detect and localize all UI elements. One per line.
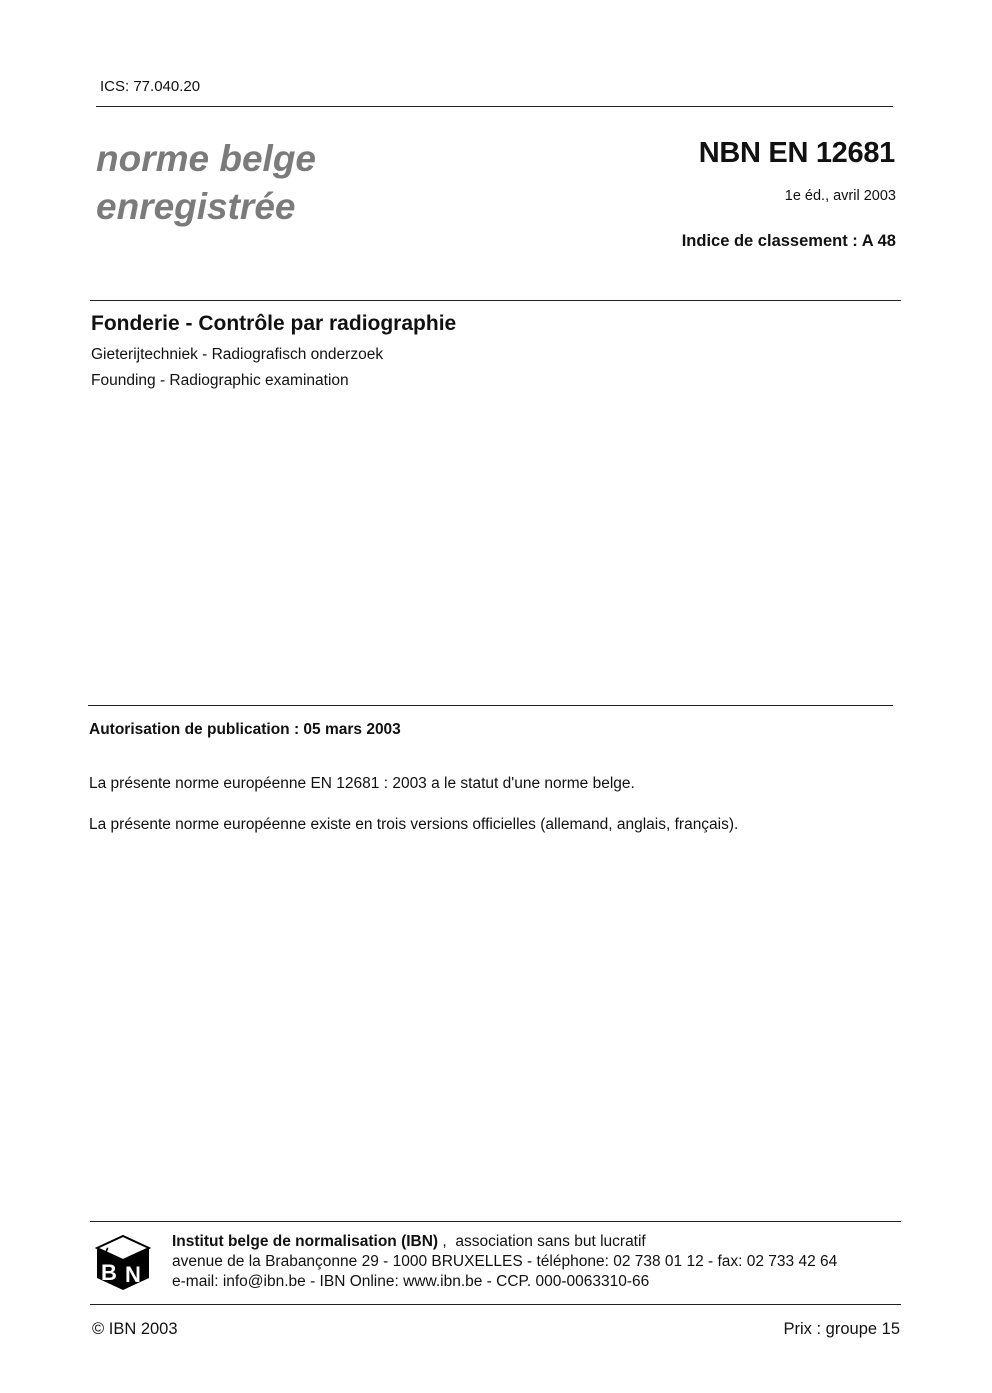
institute-name: Institut belge de normalisation (IBN)	[172, 1233, 439, 1250]
institute-name-line	[172, 1232, 837, 1252]
top-rule	[96, 106, 893, 107]
title-english: Founding - Radiographic examination	[91, 372, 349, 389]
institute-name-suffix: , association sans but lucratif	[438, 1233, 646, 1250]
edition-date: 1e éd., avril 2003	[784, 188, 896, 204]
norm-type-heading	[96, 135, 316, 231]
institute-block	[172, 1232, 837, 1292]
institute-rule	[90, 1221, 901, 1222]
title-french: Fonderie - Contrôle par radiographie	[91, 312, 457, 335]
price-group: Prix : groupe 15	[783, 1320, 900, 1338]
publication-rule	[88, 705, 893, 706]
publication-authorization: Autorisation de publication : 05 mars 2003	[89, 721, 401, 738]
institute-address: avenue de la Brabançonne 29 - 1000 BRUXELLES - téléphone: 02 738 01 12 - fax: 02 733 42 64	[172, 1253, 838, 1270]
norm-type-line2: enregistrée	[96, 186, 296, 227]
ics-code: ICS: 77.040.20	[100, 78, 201, 95]
copyright: © IBN 2003	[92, 1320, 178, 1338]
status-statement: La présente norme européenne EN 12681 : 2003 a le statut d'une norme belge.	[89, 775, 635, 792]
standard-code: NBN EN 12681	[698, 137, 895, 169]
title-dutch: Gieterijtechniek - Radiografisch onderzoek	[91, 346, 384, 363]
norm-type-line1: norme belge	[96, 138, 316, 179]
footer-rule	[90, 1304, 901, 1305]
classification-index: Indice de classement : A 48	[681, 232, 896, 250]
institute-contact: e-mail: info@ibn.be - IBN Online: www.ibn.be - CCP. 000-0063310-66	[172, 1273, 650, 1290]
title-rule	[90, 300, 901, 301]
svg-text:N: N	[125, 1262, 141, 1287]
ibn-logo-icon	[95, 1234, 151, 1292]
svg-text:I: I	[101, 1245, 111, 1259]
svg-text:B: B	[101, 1260, 117, 1285]
versions-statement: La présente norme européenne existe en trois versions officielles (allemand, anglais, français).	[89, 816, 739, 833]
